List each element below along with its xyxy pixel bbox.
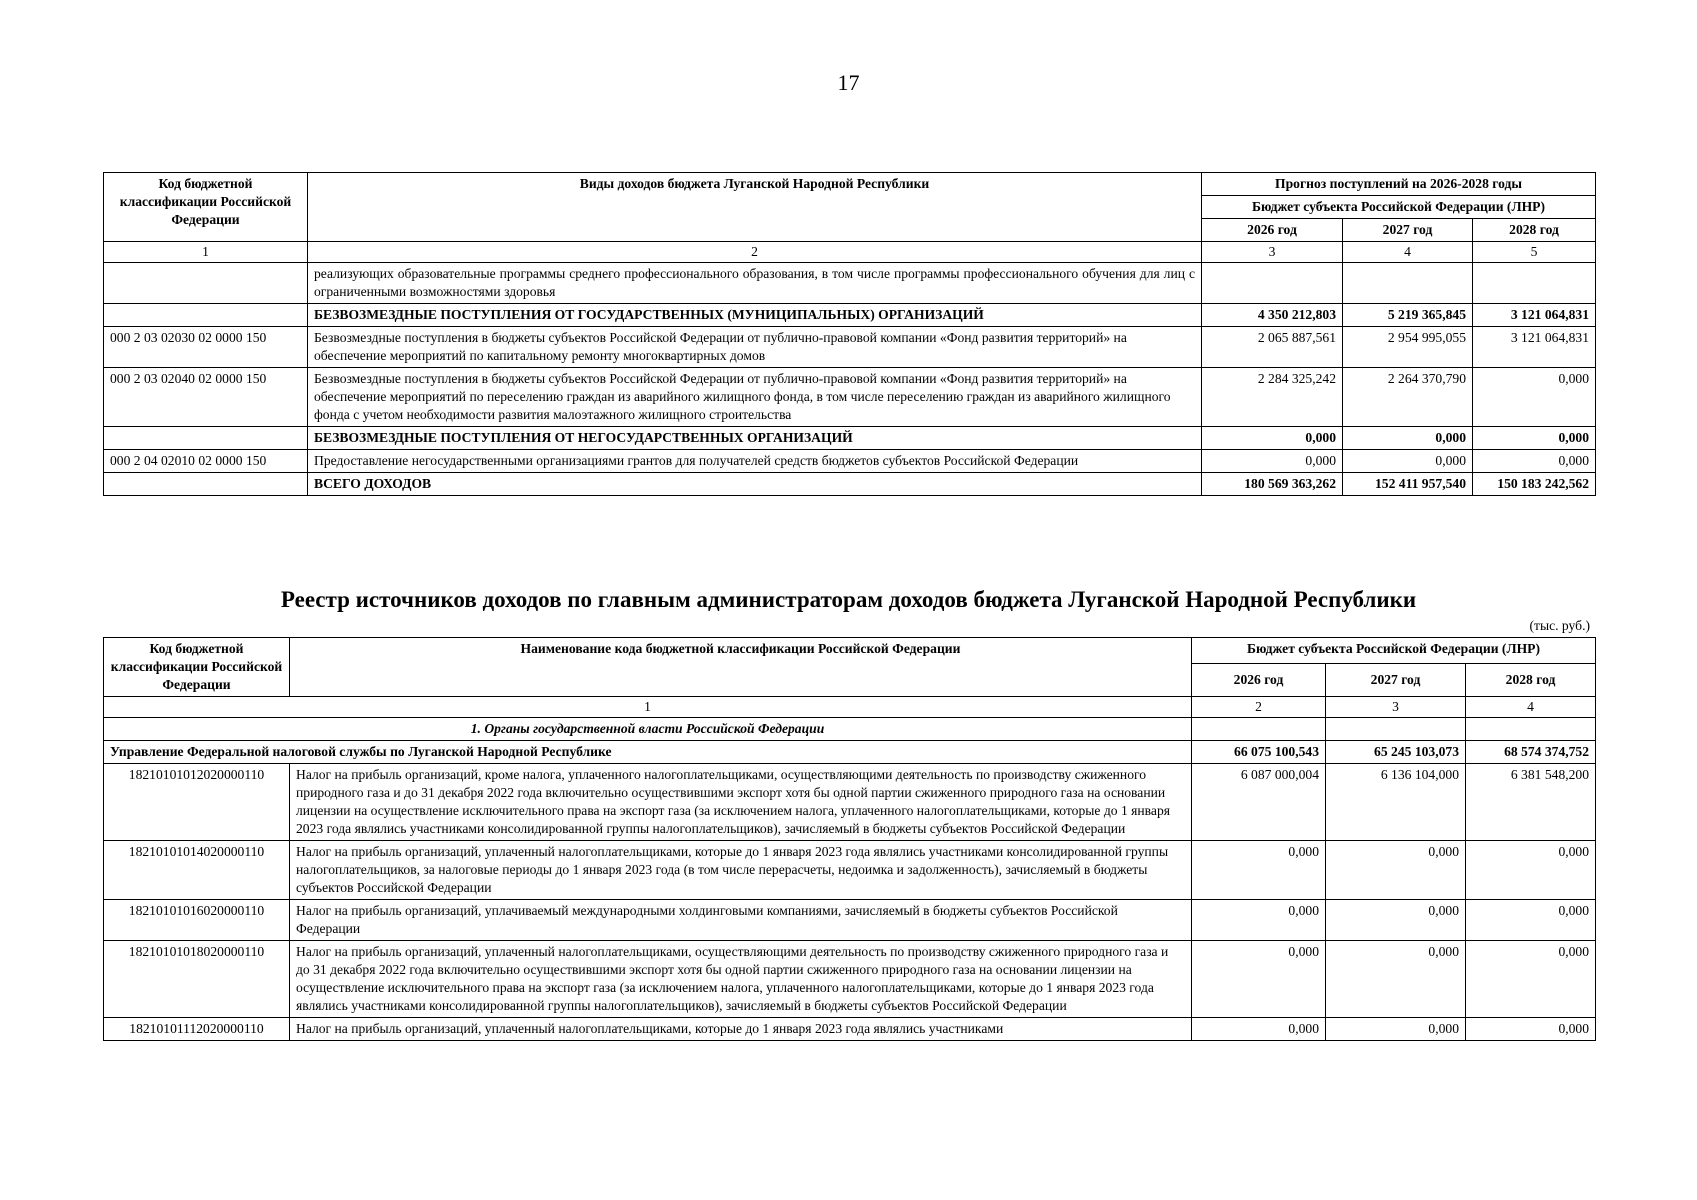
header-code: Код бюджетной классификации Российской Федерации (104, 638, 290, 697)
table-row (104, 1018, 1596, 1041)
row-value-2026: 0,000 (1202, 450, 1343, 473)
header-name: Наименование кода бюджетной классификации Российской Федерации (290, 638, 1192, 697)
registry-table (103, 637, 1596, 1041)
row-value-2027: 6 136 104,000 (1326, 764, 1466, 841)
row-code: 18210101014020000110 (104, 841, 290, 900)
empty-cell (1326, 718, 1466, 741)
row-code (104, 473, 308, 496)
row-code (104, 263, 308, 304)
row-value-2027: 0,000 (1326, 941, 1466, 1018)
row-value-2027: 152 411 957,540 (1343, 473, 1473, 496)
registry-title: Реестр источников доходов по главным администраторам доходов бюджета Луганской Народной Республики (280, 587, 1417, 612)
row-name: ВСЕГО ДОХОДОВ (308, 473, 1202, 496)
col-number: 4 (1343, 242, 1473, 263)
table-row (104, 368, 1596, 427)
header-year-2026: 2026 год (1192, 664, 1326, 697)
income-table (103, 172, 1596, 496)
row-value-2026: 0,000 (1202, 427, 1343, 450)
row-value-2028: 0,000 (1466, 900, 1596, 941)
admin-value-2027: 65 245 103,073 (1326, 741, 1466, 764)
row-value-2026: 0,000 (1192, 841, 1326, 900)
header-budget: Бюджет субъекта Российской Федерации (ЛНР) (1202, 196, 1596, 219)
table-row (104, 941, 1596, 1018)
row-name: Налог на прибыль организаций, уплаченный налогоплательщиками, которые до 1 января 2023 года являлись участниками консолидированной группы налогоплательщиков, за налоговые периоды до 1 января 2023 года (в том числе перерасчеты, недоимка и задолженность), зачисляемый в бюджеты субъектов Российской Федерации (290, 841, 1192, 900)
row-value-2028: 3 121 064,831 (1473, 327, 1596, 368)
row-code: 18210101112020000110 (104, 1018, 290, 1041)
table-row (104, 764, 1596, 841)
row-value-2027: 0,000 (1326, 841, 1466, 900)
admin-value-2028: 68 574 374,752 (1466, 741, 1596, 764)
col-number: 3 (1326, 697, 1466, 718)
page-number: 17 (837, 70, 860, 95)
row-code: 18210101018020000110 (104, 941, 290, 1018)
row-value-2028: 0,000 (1473, 427, 1596, 450)
row-value-2027: 2 264 370,790 (1343, 368, 1473, 427)
row-value-2026: 0,000 (1192, 941, 1326, 1018)
row-value-2028: 0,000 (1466, 841, 1596, 900)
empty-cell (1192, 718, 1326, 741)
row-value-2028: 3 121 064,831 (1473, 304, 1596, 327)
col-number: 1 (104, 697, 1192, 718)
row-value-2027: 0,000 (1343, 427, 1473, 450)
col-number: 5 (1473, 242, 1596, 263)
header-budget: Бюджет субъекта Российской Федерации (ЛНР) (1192, 638, 1596, 664)
row-value-2027: 2 954 995,055 (1343, 327, 1473, 368)
row-value-2028: 0,000 (1473, 368, 1596, 427)
row-value-2028: 0,000 (1466, 941, 1596, 1018)
col-number: 2 (1192, 697, 1326, 718)
table-row (104, 263, 1596, 304)
header-year-2028: 2028 год (1466, 664, 1596, 697)
row-code (104, 427, 308, 450)
row-value-2026: 6 087 000,004 (1192, 764, 1326, 841)
header-year-2027: 2027 год (1343, 219, 1473, 242)
header-year-2028: 2028 год (1473, 219, 1596, 242)
units-label: (тыс. руб.) (1529, 618, 1590, 633)
row-name: Безвозмездные поступления в бюджеты субъектов Российской Федерации от публично-правовой компании «Фонд развития территорий» на обеспечение мероприятий по переселению граждан из аварийного жилищного фонда, в том числе переселению граждан из аварийного жилищного фонда с учетом необходимости развития малоэтажного жилищного строительства (308, 368, 1202, 427)
admin-value-2026: 66 075 100,543 (1192, 741, 1326, 764)
row-value-2027 (1343, 263, 1473, 304)
row-code: 000 2 03 02030 02 0000 150 (104, 327, 308, 368)
admin-name: Управление Федеральной налоговой службы по Луганской Народной Республике (104, 741, 1192, 764)
table-row-total (104, 427, 1596, 450)
row-value-2026: 2 065 887,561 (1202, 327, 1343, 368)
table-row (104, 450, 1596, 473)
row-name: Налог на прибыль организаций, уплачиваемый международными холдинговыми компаниями, зачисляемый в бюджеты субъектов Российской Федерации (290, 900, 1192, 941)
table-row-grand-total (104, 473, 1596, 496)
table-row (104, 900, 1596, 941)
header-forecast: Прогноз поступлений на 2026-2028 годы (1202, 173, 1596, 196)
row-name: Налог на прибыль организаций, уплаченный налогоплательщиками, осуществляющими деятельность по производству сжиженного природного газа и до 31 декабря 2022 года включительно осуществившими экспорт хотя бы одной партии сжиженного природного газа на основании лицензии на осуществление исключительного права на экспорт газа (за исключением налога, уплаченного налогоплательщиками, которые до 1 января 2023 года являлись участниками консолидированной группы налогоплательщиков), зачисляемый в бюджеты субъектов Российской Федерации (290, 941, 1192, 1018)
header-code: Код бюджетной классификации Российской Федерации (104, 173, 308, 242)
row-name: реализующих образовательные программы среднего профессионального образования, в том числе программы профессионального обучения для лиц с ограниченными возможностями здоровья (308, 263, 1202, 304)
row-value-2026: 0,000 (1192, 900, 1326, 941)
row-value-2026: 0,000 (1192, 1018, 1326, 1041)
row-name: БЕЗВОЗМЕЗДНЫЕ ПОСТУПЛЕНИЯ ОТ НЕГОСУДАРСТВЕННЫХ ОРГАНИЗАЦИЙ (308, 427, 1202, 450)
row-code (104, 304, 308, 327)
row-value-2028: 6 381 548,200 (1466, 764, 1596, 841)
table-row (104, 327, 1596, 368)
col-number: 3 (1202, 242, 1343, 263)
row-value-2028: 150 183 242,562 (1473, 473, 1596, 496)
row-name: БЕЗВОЗМЕЗДНЫЕ ПОСТУПЛЕНИЯ ОТ ГОСУДАРСТВЕННЫХ (МУНИЦИПАЛЬНЫХ) ОРГАНИЗАЦИЙ (308, 304, 1202, 327)
table-row (104, 841, 1596, 900)
col-number: 2 (308, 242, 1202, 263)
row-value-2027: 0,000 (1326, 1018, 1466, 1041)
row-name: Предоставление негосударственными организациями грантов для получателей средств бюджетов субъектов Российской Федерации (308, 450, 1202, 473)
row-value-2026: 4 350 212,803 (1202, 304, 1343, 327)
row-code: 000 2 03 02040 02 0000 150 (104, 368, 308, 427)
col-number: 4 (1466, 697, 1596, 718)
row-code: 18210101012020000110 (104, 764, 290, 841)
row-value-2028: 0,000 (1466, 1018, 1596, 1041)
row-value-2027: 0,000 (1326, 900, 1466, 941)
row-value-2026 (1202, 263, 1343, 304)
row-name: Безвозмездные поступления в бюджеты субъектов Российской Федерации от публично-правовой компании «Фонд развития территорий» на обеспечение мероприятий по капитальному ремонту многоквартирных домов (308, 327, 1202, 368)
row-name: Налог на прибыль организаций, кроме налога, уплаченного налогоплательщиками, осуществляющими деятельность по производству сжиженного природного газа и до 31 декабря 2022 года включительно осуществившими экспорт хотя бы одной партии сжиженного природного газа на основании лицензии на осуществление исключительного права на экспорт газа (за исключением налога, уплаченного налогоплательщиками, которые до 1 января 2023 года являлись участниками консолидированной группы налогоплательщиков), зачисляемый в бюджеты субъектов Российской Федерации (290, 764, 1192, 841)
row-code: 000 2 04 02010 02 0000 150 (104, 450, 308, 473)
row-value-2027: 0,000 (1343, 450, 1473, 473)
row-value-2028: 0,000 (1473, 450, 1596, 473)
row-value-2027: 5 219 365,845 (1343, 304, 1473, 327)
row-code: 18210101016020000110 (104, 900, 290, 941)
empty-cell (1466, 718, 1596, 741)
section-row (104, 718, 1596, 741)
row-value-2026: 2 284 325,242 (1202, 368, 1343, 427)
table-row-total (104, 304, 1596, 327)
header-year-2026: 2026 год (1202, 219, 1343, 242)
section-title: 1. Органы государственной власти Российской Федерации (104, 718, 1192, 741)
header-year-2027: 2027 год (1326, 664, 1466, 697)
col-number: 1 (104, 242, 308, 263)
header-kind: Виды доходов бюджета Луганской Народной Республики (308, 173, 1202, 242)
row-name: Налог на прибыль организаций, уплаченный налогоплательщиками, которые до 1 января 2023 года являлись участниками (290, 1018, 1192, 1041)
admin-row (104, 741, 1596, 764)
row-value-2028 (1473, 263, 1596, 304)
row-value-2026: 180 569 363,262 (1202, 473, 1343, 496)
